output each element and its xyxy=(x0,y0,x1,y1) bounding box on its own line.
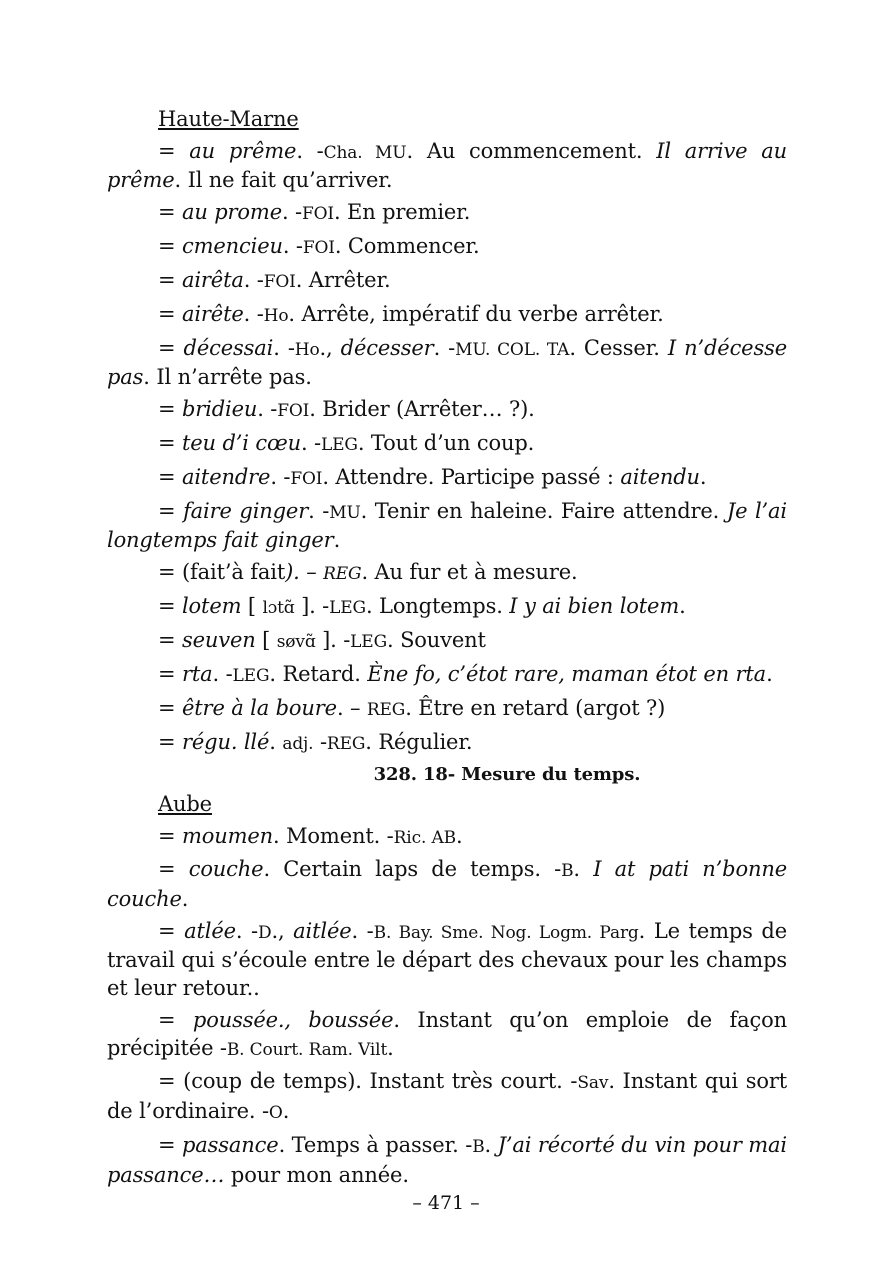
section-title: 328. 18- Mesure du temps. xyxy=(373,764,641,786)
entry-aitendre: = aitendre. -FOI. Attendre. Participe passé : aitendu. xyxy=(158,464,707,489)
entry-bridieu: = bridieu. -FOI. Brider (Arrêter… ?). xyxy=(158,397,535,422)
entry-teu-di-coeu: = teu d’i cœu. -LEG. Tout d’un coup. xyxy=(158,431,535,456)
entry-atlee: = atlée. -D., aitlée. -B. Bay. Sme. Nog. Logm. Parg. Le temps de travail qui s’écoule entre le départ des chevaux pour les champs et leur retour.. xyxy=(107,918,787,1001)
entry-au-prome: = au prome. -FOI. En premier. xyxy=(158,200,471,225)
heading-aube: Aube xyxy=(158,791,212,816)
entry-lotem: = lotem [ lɔtɑ̃ ]. -LEG. Longtemps. I y ai bien lotem. xyxy=(158,594,686,619)
heading-haute-marne: Haute-Marne xyxy=(158,107,299,131)
entry-passance: = passance. Temps à passer. -B. J’ai récorté du vin pour mai passance… pour mon année. xyxy=(107,1132,787,1187)
entry-etre-a-la-boure: = être à la boure. – REG. Être en retard (argot ?) xyxy=(158,695,666,720)
document-page xyxy=(107,106,787,1193)
entry-au-preme: = au prême. -Cha. MU. Au commencement. Il arrive au prême. Il ne fait qu’arriver. xyxy=(107,138,787,193)
entry-airete: = airête. -Ho. Arrête, impératif du verbe arrêter. xyxy=(158,301,664,326)
entry-seuven: = seuven [ søvɑ̃ ]. -LEG. Souvent xyxy=(158,628,486,653)
entry-coup-de-temps: = (coup de temps). Instant très court. -Sav. Instant qui sort de l’ordinaire. -O. xyxy=(107,1069,787,1124)
entry-decessai: = décessai. -Ho., décesser. -MU. COL. TA. Cesser. I n’décesse pas. Il n’arrête pas. xyxy=(107,335,787,390)
entry-aireta: = airêta. -FOI. Arrêter. xyxy=(158,267,391,292)
entry-couche: = couche. Certain laps de temps. -B. I at pati n’bonne couche. xyxy=(107,857,787,911)
page-number: – 471 – xyxy=(412,1192,480,1214)
entry-faire-ginger: = faire ginger. -MU. Tenir en haleine. Faire attendre. Je l’ai longtemps fait ginger. xyxy=(107,498,787,553)
entry-cmencieu: = cmencieu. -FOI. Commencer. xyxy=(158,233,480,258)
entry-moumen: = moumen. Moment. -Ric. AB. xyxy=(158,823,463,848)
entry-fait-a-fait: = (fait’à fait). – REG. Au fur et à mesure. xyxy=(158,560,578,585)
entry-poussee: = poussée., boussée. Instant qu’on emploie de façon précipitée -B. Court. Ram. Vilt. xyxy=(107,1007,787,1060)
entry-regu-lle: = régu. llé. adj. -REG. Régulier. xyxy=(158,729,473,754)
entry-rta: = rta. -LEG. Retard. Ène fo, c’étot rare, maman étot en rta. xyxy=(158,661,773,686)
